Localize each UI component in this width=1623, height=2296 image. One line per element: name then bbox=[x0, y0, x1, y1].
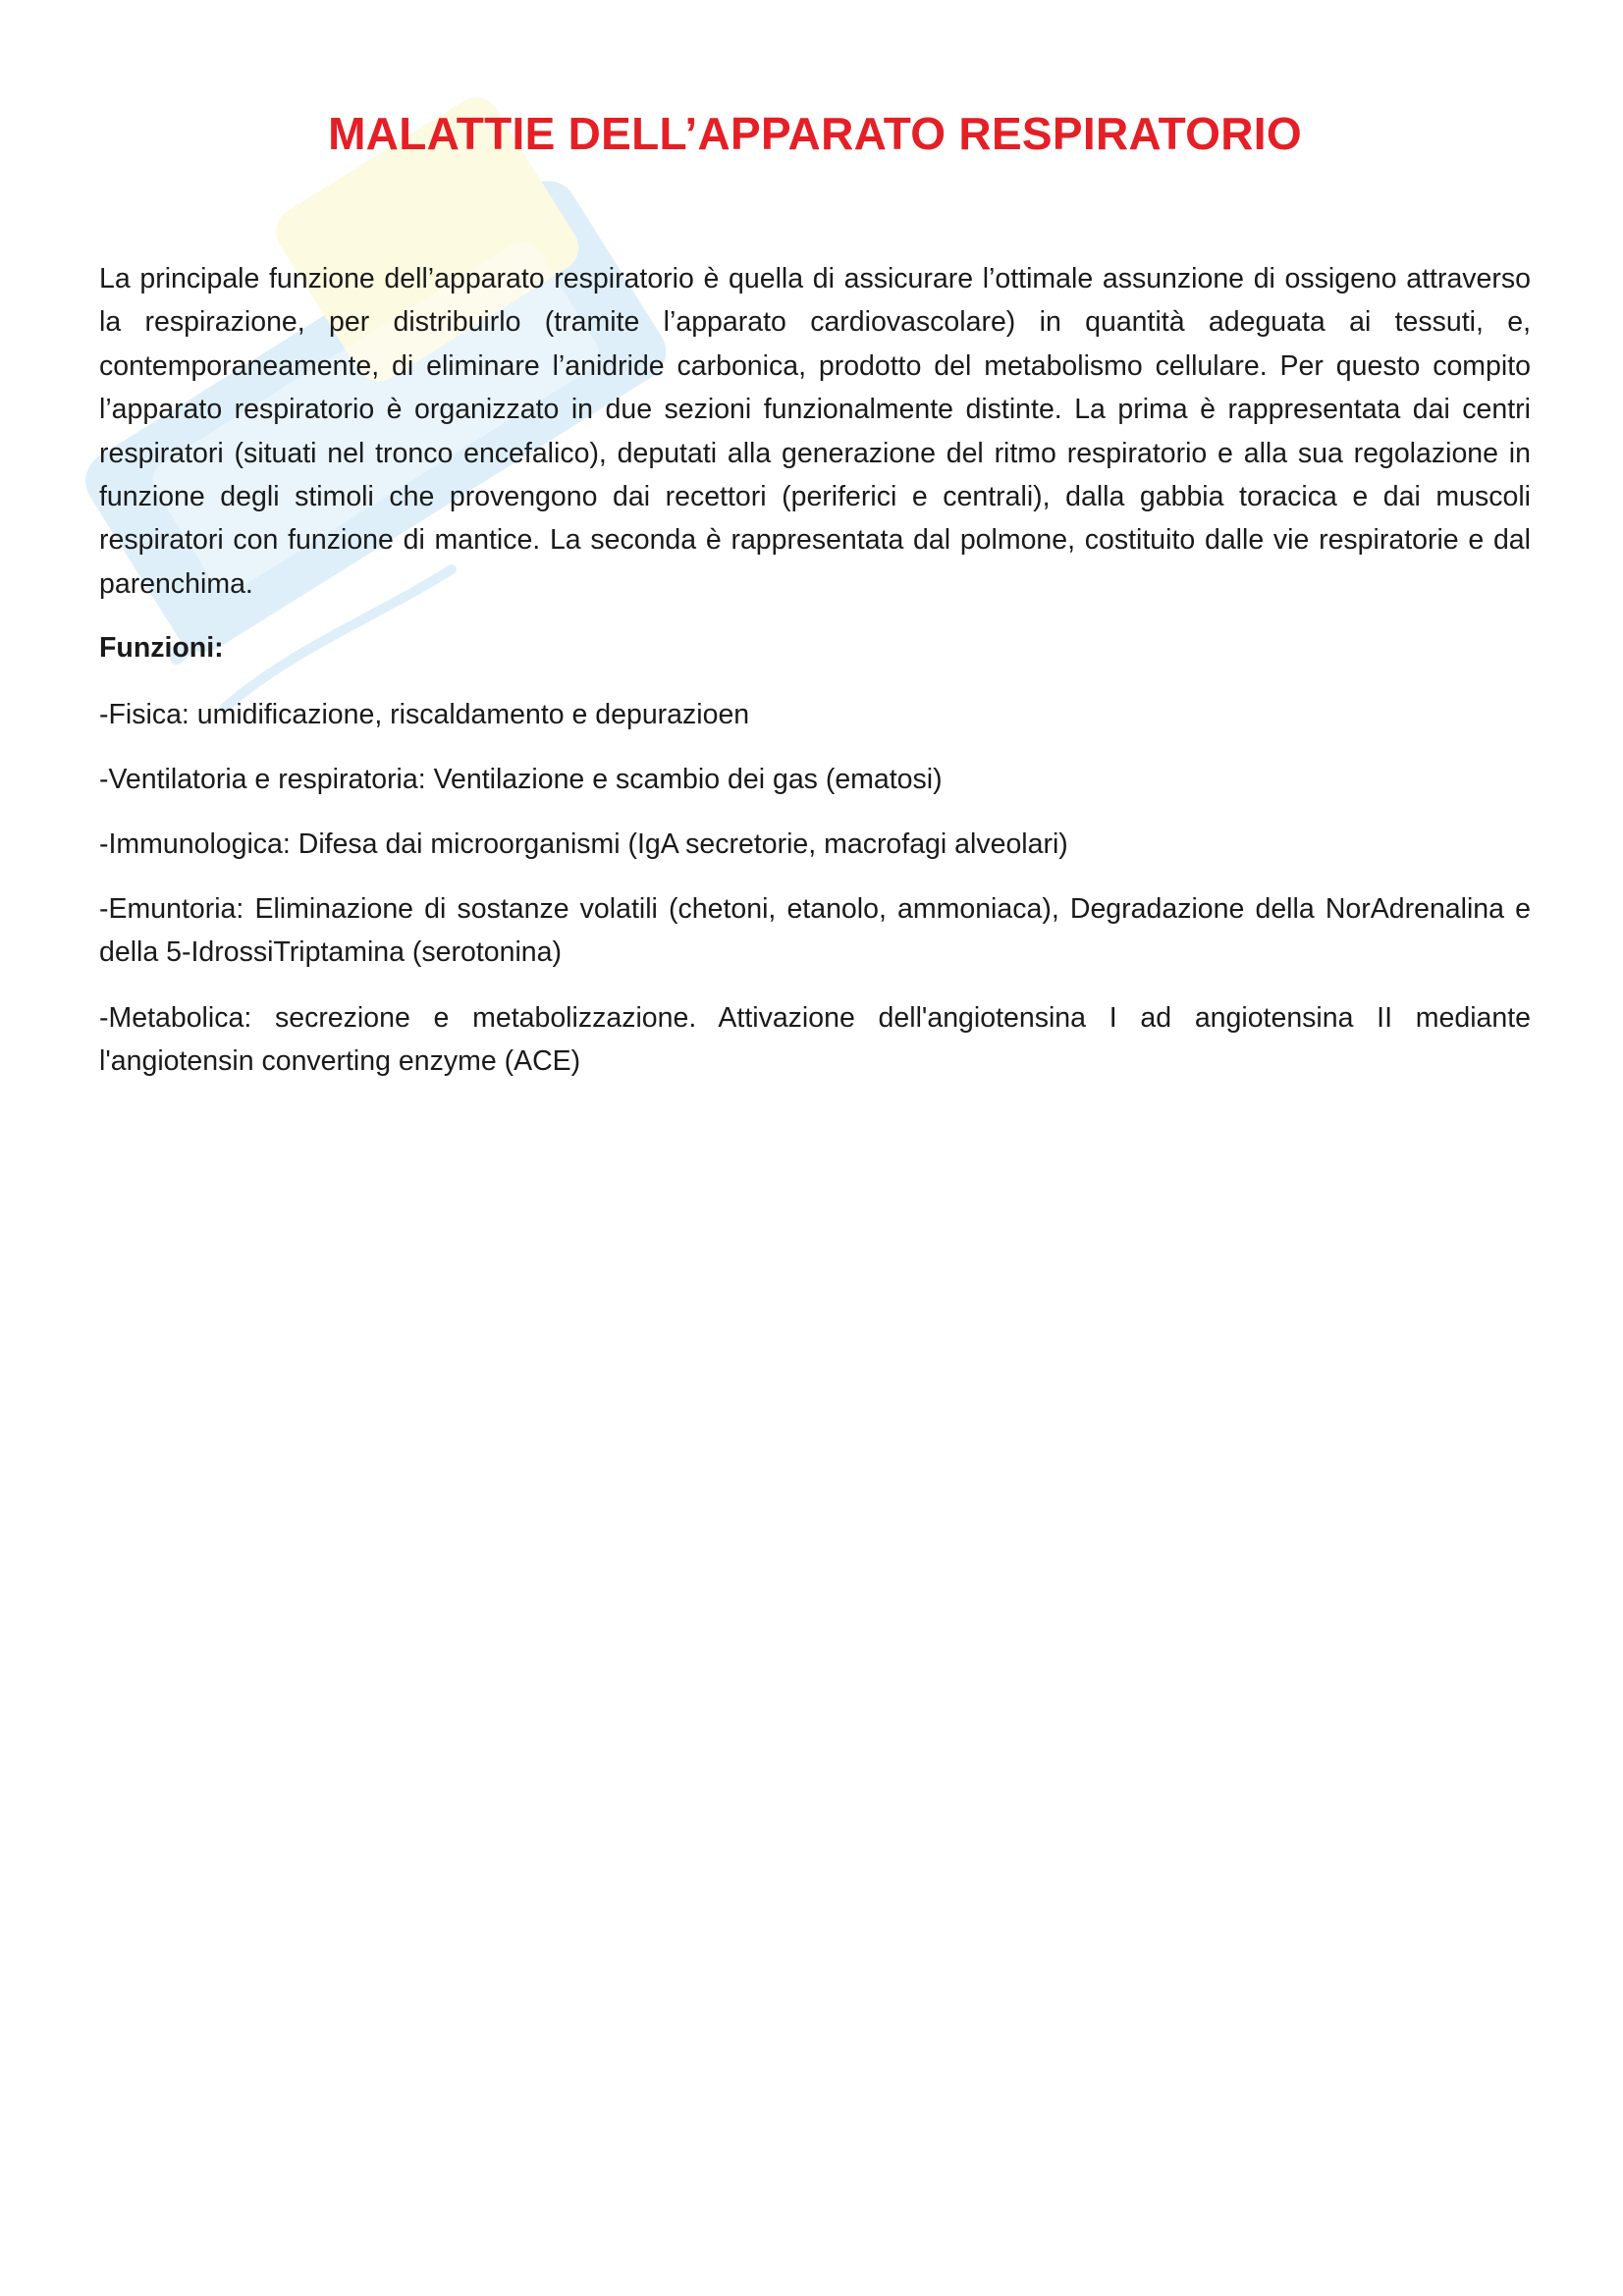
function-item-ventilatoria: -Ventilatoria e respiratoria: Ventilazione e scambio dei gas (ematosi) bbox=[99, 764, 943, 795]
function-item-fisica: -Fisica: umidificazione, riscaldamento e depurazioen bbox=[99, 699, 750, 730]
document-title: MALATTIE DELL’APPARATO RESPIRATORIO bbox=[328, 108, 1302, 159]
function-item-immunologica: -Immunologica: Difesa dai microorganismi (IgA secretorie, macrofagi alveolari) bbox=[99, 828, 1068, 860]
function-item-metabolica: -Metabolica: secrezione e metabolizzazione. Attivazione dell'angiotensina I ad angiotensina II mediante l'angiotensin converting enzyme (ACE) bbox=[99, 1002, 1531, 1078]
intro-paragraph: La principale funzione dell’apparato respiratorio è quella di assicurare l’ottimale assunzione di ossigeno attraverso la respirazione, per distribuirlo (tramite l’apparato cardiovascolare) in quantità adeguata ai tessuti, e, contemporaneamente, di eliminare l’anidride carbonica, prodotto del metabolismo cellulare. Per questo compito l’apparato respiratorio è organizzato in due sezioni funzionalmente distinte. La prima è rappresentata dai centri respiratori (situati nel tronco encefalico), deputati alla generazione del ritmo respiratorio e alla sua regolazione in funzione degli stimoli che provengono dai recettori (periferici e centrali), dalla gabbia toracica e dai muscoli respiratori con funzione di mantice. La seconda è rappresentata dal polmone, costituito dalle vie respiratorie e dal parenchima. bbox=[99, 263, 1531, 600]
functions-heading: Funzioni: bbox=[99, 632, 224, 664]
function-item-emuntoria: -Emuntoria: Eliminazione di sostanze volatili (chetoni, etanolo, ammoniaca), Degradazione della NorAdrenalina e della 5-IdrossiTriptamina (serotonina) bbox=[99, 893, 1531, 969]
